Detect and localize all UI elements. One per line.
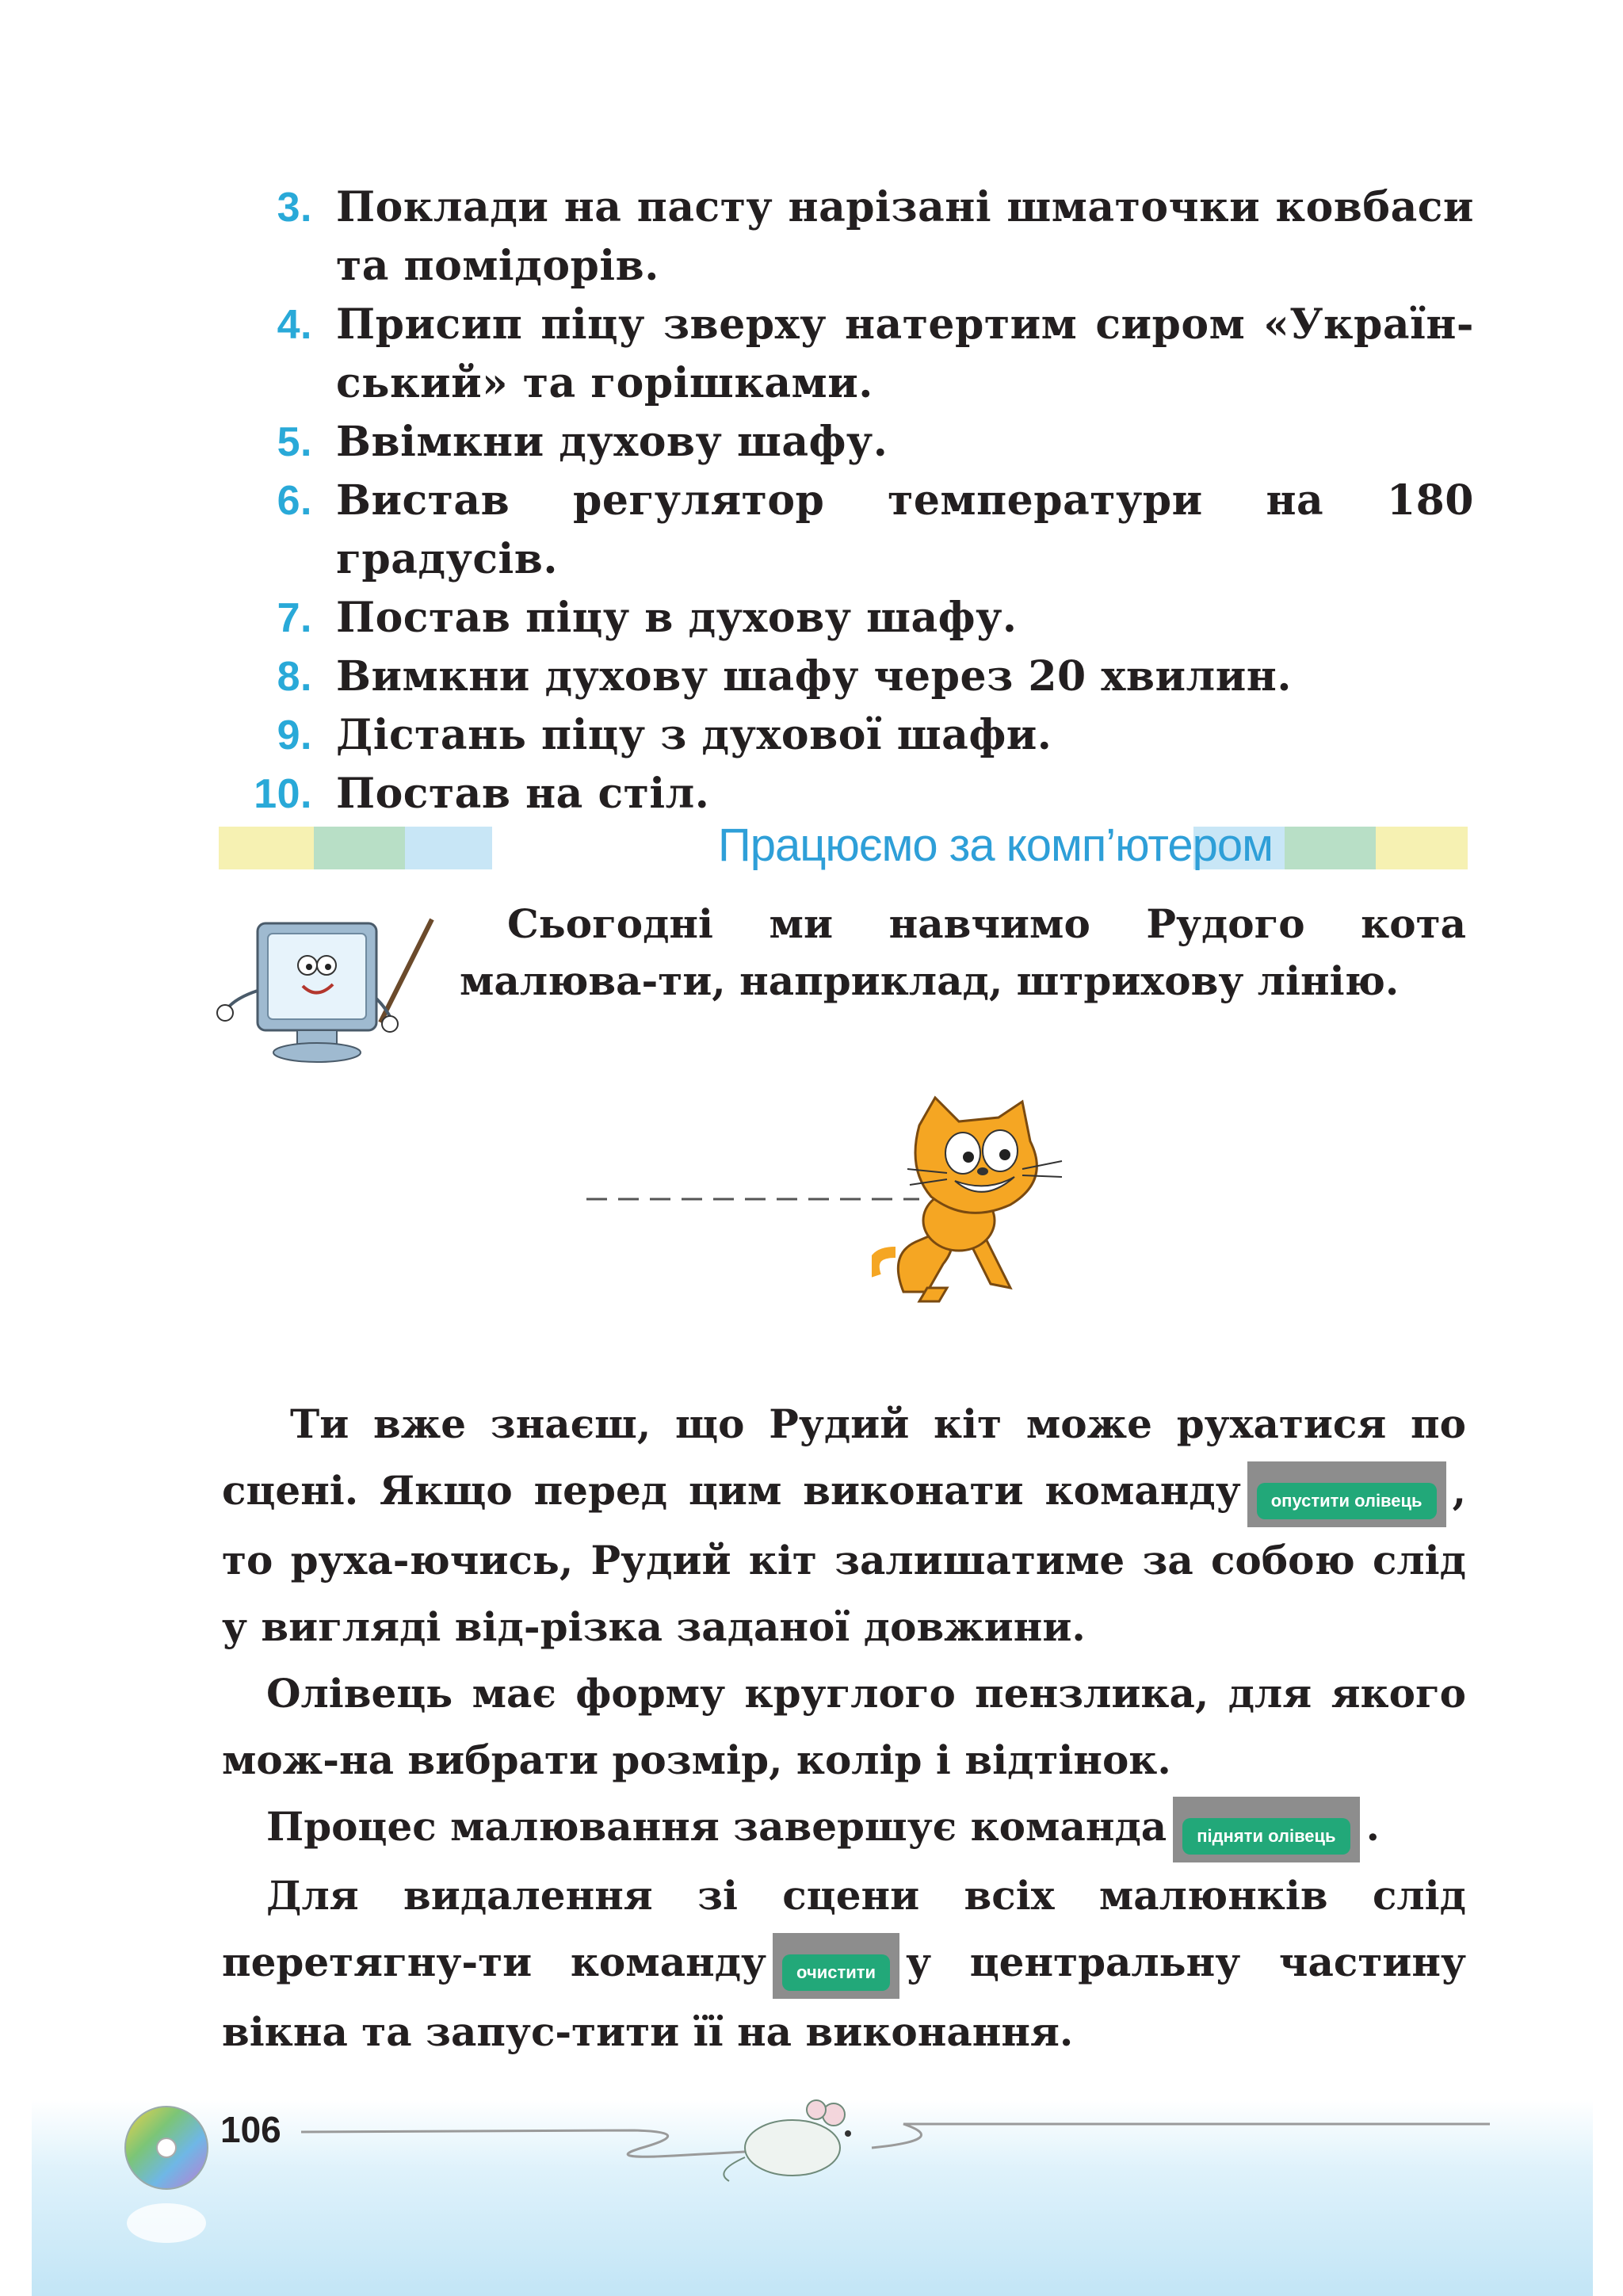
paragraph: [222, 1862, 1466, 2065]
cd-disc-icon: [119, 2104, 214, 2247]
paragraph-text: Ти вже знаєш, що: [290, 1400, 769, 1447]
step-text: Дістань піцу з духової шафи.: [336, 711, 1052, 759]
step-number: 5.: [277, 419, 312, 465]
step-number: 10.: [254, 771, 312, 817]
step-text: Постав на стіл.: [336, 770, 710, 818]
step-text: Вимкни духову шафу через 20 хвилин.: [336, 652, 1292, 701]
section-banner: [219, 819, 1468, 871]
step-number: 3.: [277, 185, 312, 231]
paragraph-text: залишатиме за собою слід у вигляді від-різка заданої довжини.: [222, 1536, 1466, 1650]
banner-stripe: [1285, 827, 1376, 869]
paragraph: [222, 1660, 1466, 1794]
step-item: [238, 472, 1474, 589]
pen-up-block: [1173, 1797, 1359, 1862]
step-item: [238, 589, 1474, 648]
step-number: 4.: [277, 302, 312, 348]
body-text: [222, 1391, 1466, 2065]
step-text: Постав піцу в духову шафу.: [336, 594, 1018, 642]
step-number: 7.: [277, 595, 312, 641]
paragraph-bold: Рудий кіт: [769, 1400, 1002, 1447]
monitor-mascot-illustration: [214, 904, 444, 1070]
paragraph-text: може рухатися по сцені. Якщо перед цим виконати команду: [222, 1400, 1466, 1514]
paragraph: [222, 1391, 1466, 1660]
paragraph-text: Процес малювання завершує команда: [266, 1802, 1167, 1850]
paragraph-text: у центральну частину вікна та запус-тити її на виконання.: [222, 1939, 1466, 2055]
section-title: Працюємо за комп’ютером: [718, 819, 1273, 871]
intro-bold: Рудого кота: [1146, 900, 1466, 947]
paragraph-bold: Рудий кіт: [590, 1536, 817, 1584]
step-item: [238, 413, 1474, 472]
banner-stripe: [219, 827, 314, 869]
step-text: Вистав регулятор температури на 180 градусів.: [336, 476, 1474, 583]
step-text: Присип піцу зверху натертим сиром «Україн-ський» та горішками.: [336, 300, 1474, 407]
step-number: 8.: [277, 654, 312, 700]
step-item: [238, 296, 1474, 413]
paragraph: [222, 1794, 1466, 1863]
clear-block: [773, 1933, 899, 1999]
steps-list: [238, 178, 1474, 823]
banner-stripe: [1376, 827, 1468, 869]
page-number: 106: [220, 2109, 281, 2150]
step-item: [238, 706, 1474, 765]
dashed-line-drawing: [586, 1195, 919, 1203]
clear-block-label: очистити: [782, 1954, 890, 1991]
mouse-decoration: [301, 2092, 1490, 2187]
intro-paragraph: [460, 896, 1466, 1010]
paragraph-text: Олівець має форму круглого пензлика, для якого мож-на вибрати розмір, колір і відтінок.: [222, 1669, 1466, 1783]
intro-text: Сьогодні ми навчимо: [507, 900, 1147, 947]
step-text: Поклади на пасту нарізані шматочки ковбаси та помідорів.: [336, 183, 1474, 290]
banner-stripe: [405, 827, 492, 869]
pen-up-block-label: підняти олівець: [1182, 1818, 1350, 1855]
step-number: 6.: [277, 478, 312, 524]
banner-stripe: [314, 827, 405, 869]
paragraph-text: .: [1365, 1802, 1381, 1850]
intro-text: малюва-ти, наприклад, штрихову лінію.: [460, 957, 1400, 1004]
paragraph-text: , то руха-ючись,: [222, 1467, 1466, 1584]
pen-down-block-label: опустити олівець: [1257, 1483, 1437, 1519]
step-item: [238, 765, 1474, 823]
scratch-cat-illustration: [872, 1094, 1078, 1308]
paragraph-text: Для видалення зі сцени всіх малюнків слід перетягну-ти команду: [222, 1872, 1466, 1985]
pen-down-block: [1247, 1461, 1446, 1527]
step-text: Ввімкни духову шафу.: [336, 418, 888, 466]
step-item: [238, 648, 1474, 706]
step-number: 9.: [277, 712, 312, 758]
step-item: [238, 178, 1474, 296]
